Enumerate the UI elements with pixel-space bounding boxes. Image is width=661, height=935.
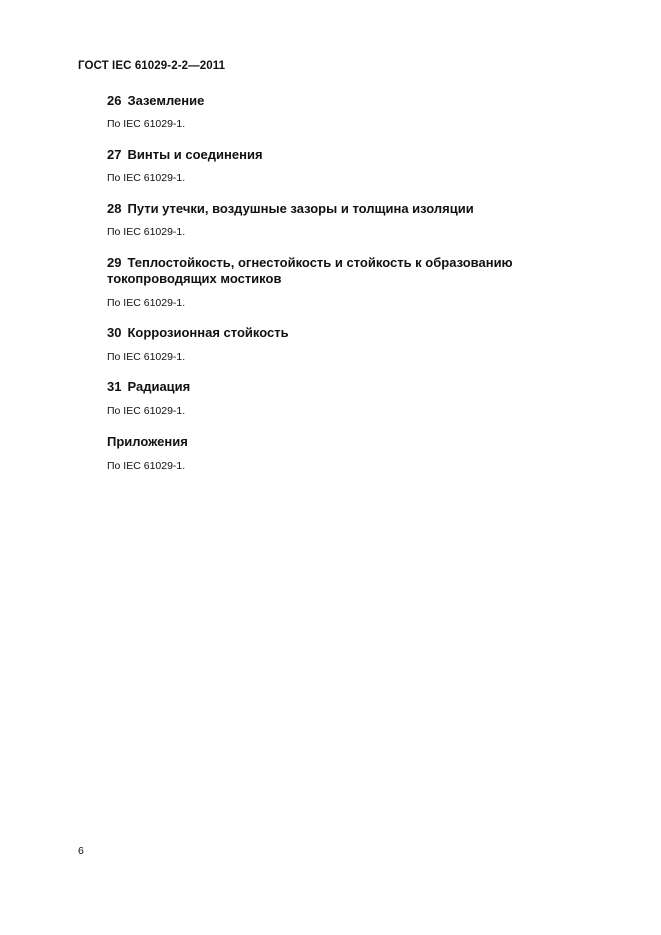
section-31 [107, 379, 587, 418]
section-appendices [107, 434, 587, 473]
section-27 [107, 147, 587, 185]
section-body: По IEC 61029-1. [107, 226, 186, 238]
section-30 [107, 325, 587, 364]
section-body: По IEC 61029-1. [107, 405, 186, 417]
section-title: Радиация [127, 379, 191, 394]
section-29 [107, 255, 587, 310]
section-body: По IEC 61029-1. [107, 172, 186, 184]
section-number: 27 [107, 147, 122, 162]
section-heading [107, 147, 587, 163]
section-title: Винты и соединения [127, 147, 263, 162]
section-28 [107, 201, 587, 239]
section-number: 31 [107, 379, 122, 394]
section-heading [107, 434, 587, 450]
section-body: По IEC 61029-1. [107, 351, 186, 363]
section-title: Пути утечки, воздушные зазоры и толщина изоляции [127, 201, 474, 216]
section-title-line-2: токопроводящих мостиков [107, 271, 282, 286]
section-body: По IEC 61029-1. [107, 118, 186, 130]
section-number: 26 [107, 93, 122, 108]
section-number: 30 [107, 325, 122, 340]
section-number: 28 [107, 201, 122, 216]
section-heading [107, 201, 587, 217]
section-title: Заземление [127, 93, 205, 108]
section-heading [107, 325, 587, 341]
section-title: Коррозионная стойкость [127, 325, 289, 340]
section-26 [107, 93, 587, 131]
section-body: По IEC 61029-1. [107, 460, 186, 472]
page-number: 6 [78, 845, 84, 857]
section-heading [107, 93, 587, 109]
section-number: 29 [107, 255, 122, 270]
section-heading [107, 379, 587, 395]
section-title-line-1: Теплостойкость, огнестойкость и стойкость к образованию [127, 255, 513, 270]
document-header: ГОСТ IEC 61029-2-2—2011 [78, 60, 226, 72]
section-heading-continuation [107, 271, 587, 287]
section-body: По IEC 61029-1. [107, 297, 186, 309]
section-title: Приложения [107, 434, 188, 449]
section-heading [107, 255, 587, 271]
